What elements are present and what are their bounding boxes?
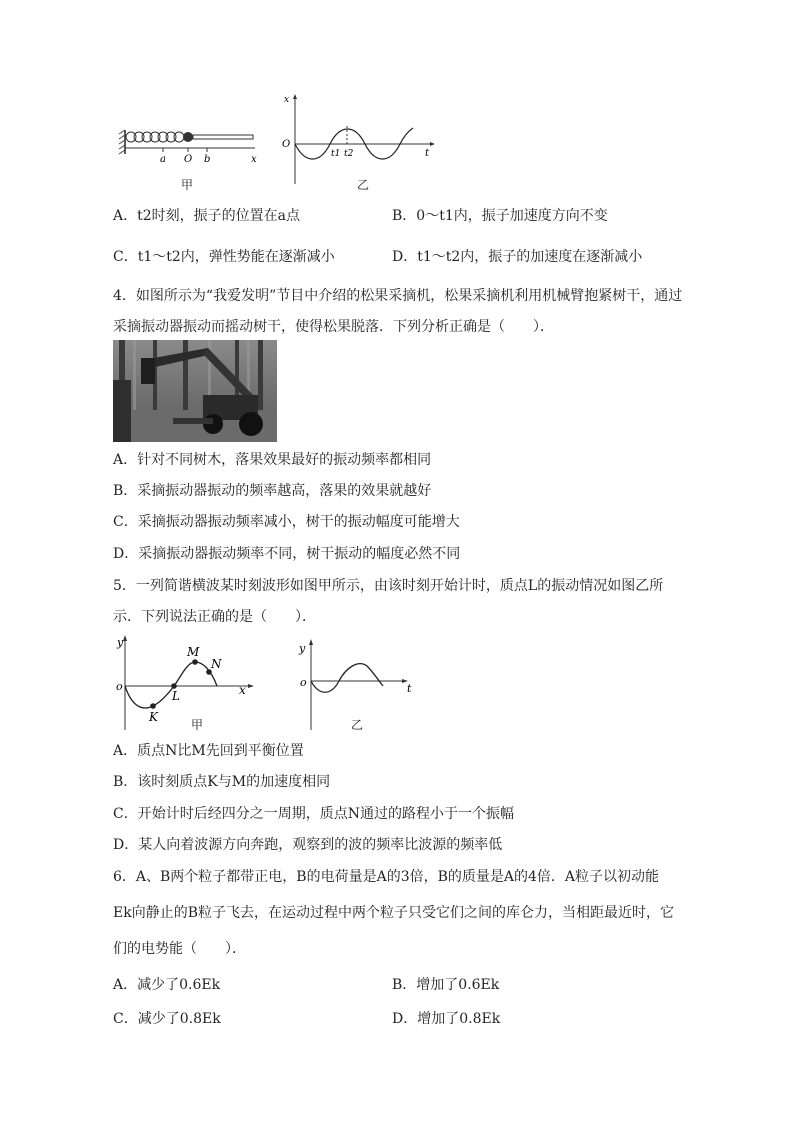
point-o-label: O [184,154,193,165]
q4-option-c[interactable]: C．采摘振动器振动频率减小，树干的振动幅度可能增大 [113,514,460,530]
q5-option-b[interactable]: B．该时刻质点K与M的加速度相同 [113,774,331,790]
q5-o-label-yi: o [300,676,307,689]
q6-option-a[interactable]: A．减少了0.6Ek [113,977,221,993]
q6-option-d[interactable]: D．增加了0.8Ek [392,1011,501,1027]
q6-stem-line1: 6．A、B两个粒子都带正电，B的电荷量是A的3倍，B的质量是A的4倍．A粒子以初动能 [113,869,660,885]
t2-label: t2 [344,149,354,159]
q6-stem-line3: 们的电势能（ ）． [113,941,246,957]
point-b-label: b [204,154,211,165]
q3-fig-jia-label: 甲 [181,178,194,192]
q5-o-label-jia: o [116,680,123,693]
spring-oscillator-diagram [115,92,445,192]
pine-cone-picker-photo [113,340,277,442]
q3-option-b[interactable]: B．0～t1内，振子加速度方向不变 [392,208,608,224]
axis-x-label-graph: x [284,95,290,105]
q5-n-label: N [211,657,222,671]
q4-option-a[interactable]: A．针对不同树木，落果效果最好的振动频率都相同 [113,452,432,468]
q5-k-label: K [149,710,158,724]
q3-option-c[interactable]: C．t1～t2内，弹性势能在逐渐减小 [113,249,335,265]
q5-x-label: x [239,683,246,697]
q5-m-label: M [187,645,200,659]
q4-stem-line1: 4．如图所示为“我爱发明”节目中介绍的松果采摘机，松果采摘机利用机械臂抱紧树干，通过 [113,288,683,304]
q5-fig-yi-label: 乙 [351,718,364,732]
q5-stem-line2: 示．下列说法正确的是（ ）． [113,609,316,625]
q4-option-b[interactable]: B．采摘振动器振动的频率越高，落果的效果就越好 [113,483,432,499]
point-a-label: a [160,154,166,165]
origin-label: O [282,139,291,150]
q5-y-label-jia: y [117,636,124,649]
q3-fig-yi-label: 乙 [357,178,370,192]
q3-option-a[interactable]: A．t2时刻，振子的位置在a点 [113,208,300,224]
q5-option-a[interactable]: A．质点N比M先回到平衡位置 [113,743,304,759]
axis-t-label: t [425,148,430,159]
q3-figure [115,92,445,192]
axis-x-label: x [251,154,257,165]
q4-option-d[interactable]: D．采摘振动器振动频率不同，树干振动的幅度必然不同 [113,546,461,562]
q5-option-d[interactable]: D．某人向着波源方向奔跑，观察到的波的频率比波源的频率低 [113,837,503,853]
q5-t-label: t [407,682,412,695]
q5-fig-jia-label: 甲 [191,718,204,732]
q6-stem-line2: Ek向静止的B粒子飞去，在运动过程中两个粒子只受它们之间的库仑力，当相距最近时，它 [113,905,674,921]
q3-option-d[interactable]: D．t1～t2内，振子的加速度在逐渐减小 [392,249,643,265]
t1-label: t1 [331,149,341,159]
q6-option-b[interactable]: B．增加了0.6Ek [392,977,500,993]
q5-figure [113,630,423,735]
q5-option-c[interactable]: C．开始计时后经四分之一周期，质点N通过的路程小于一个振幅 [113,806,514,822]
q5-stem-line1: 5．一列简谐横波某时刻波形如图甲所示，由该时刻开始计时，质点L的振动情况如图乙所 [113,578,664,594]
q4-stem-line2: 采摘振动器振动而摇动树干，使得松果脱落．下列分析正确是（ ）． [113,319,554,335]
q5-l-label: L [172,689,180,703]
q5-y-label-yi: y [299,642,306,655]
q6-option-c[interactable]: C．减少了0.8Ek [113,1011,221,1027]
